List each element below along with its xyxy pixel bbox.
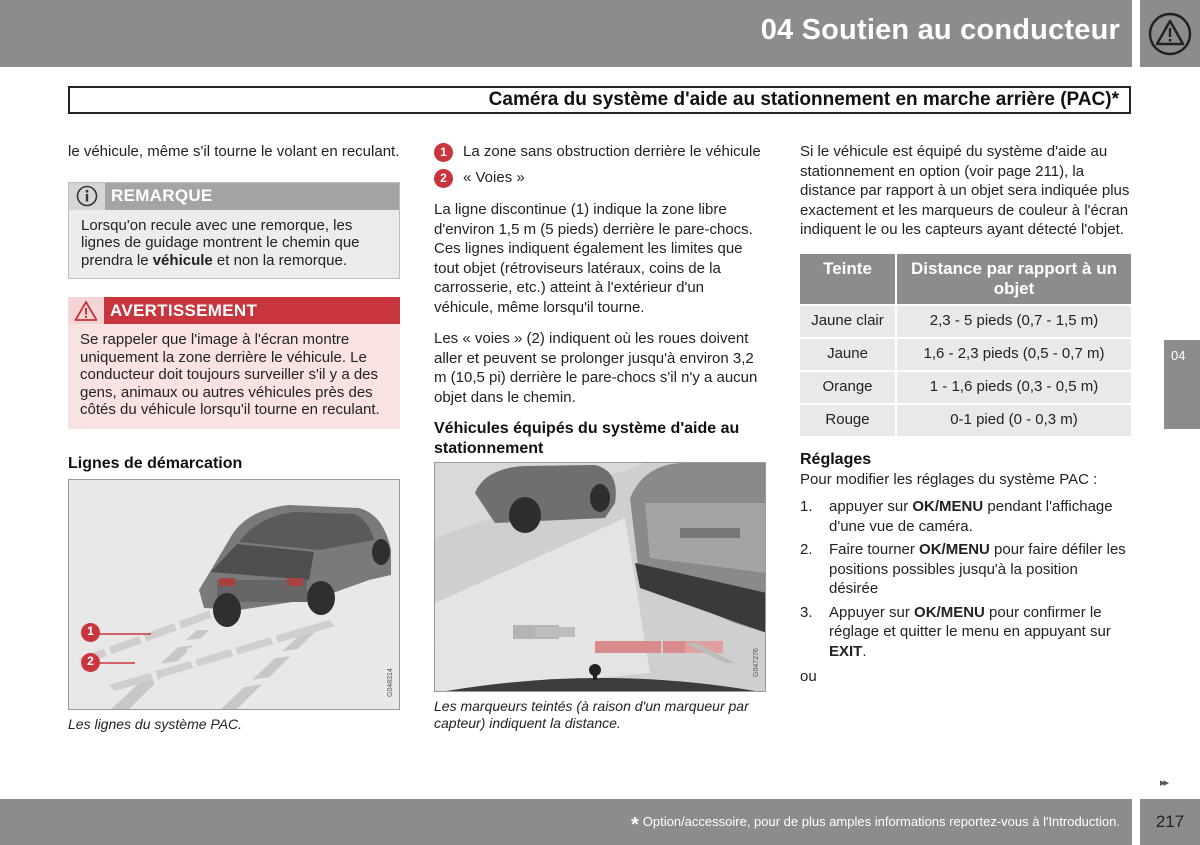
list-item — [800, 497, 1131, 536]
settings-intro: Pour modifier les réglages du système PAC : — [800, 470, 1098, 488]
footnote-text: Option/accessoire, pour de plus amples informations reportez-vous à l'Introduction. — [642, 814, 1120, 829]
chapter-tab[interactable]: 04 — [1164, 340, 1200, 429]
callout-text: « Voies » — [463, 169, 525, 186]
step-number: 1. — [800, 498, 813, 515]
warning-label: AVERTISSEMENT — [110, 300, 258, 320]
heading-settings: Réglages — [800, 450, 872, 468]
warning-header — [68, 297, 400, 324]
step-text-part: pour faire défiler les positions possibles jusqu'à la position désirée — [829, 541, 1126, 597]
section-title-box — [68, 86, 1131, 114]
section-title: Caméra du système d'aide au stationnement en marche arrière (PAC)* — [488, 89, 1119, 110]
table-row — [800, 339, 1131, 370]
table-header-distance: Distance par rapport à un objet — [897, 254, 1131, 304]
step-text — [829, 540, 1131, 599]
table-row — [800, 306, 1131, 337]
step-text-part: . — [862, 642, 867, 660]
page-number: 217 — [1132, 799, 1200, 845]
callout-number: 2 — [434, 169, 453, 188]
note-text — [69, 210, 399, 279]
step-text-part: pour confirmer le réglage et quitter le menu en appuyant sur — [829, 603, 1111, 640]
footnote — [631, 814, 1120, 837]
page-footer — [0, 799, 1200, 845]
heading-parking-assist: Véhicules équipés du système d'aide au stationnement — [434, 420, 740, 457]
step-number: 2. — [800, 541, 813, 558]
chapter-title: 04 Soutien au conducteur — [760, 14, 1120, 46]
step-text-part: Faire tourner — [829, 541, 920, 558]
car-lines-illustration — [69, 480, 400, 710]
step-text — [829, 603, 1131, 662]
paragraph-lanes: Les « voies » (2) indiquent où les roues doivent aller et peuvent se prolonger jusqu'à environ 3,2 m (10,5 pi) derrière le pare-chocs s'il n'y a aucun objet dans le chemin. — [434, 330, 758, 406]
callout-item — [434, 168, 766, 188]
step-number: 3. — [800, 603, 813, 621]
list-item — [800, 603, 1131, 662]
intro-text: Si le véhicule est équipé du système d'aide au stationnement en option (voir page 211), la distance par rapport à un objet sera indiquée plus exactement et les marqueurs de couleur à l'écran indiquent le ou les capteurs ayant détecté l'objet. — [800, 143, 1130, 238]
note-label: REMARQUE — [111, 186, 213, 206]
callout-1-marker: 1 — [81, 623, 100, 642]
step-key: OK/MENU — [914, 603, 985, 621]
intro-text: le véhicule, même s'il tourne le volant en reculant. — [68, 143, 400, 160]
chapter-header-bar — [0, 0, 1200, 67]
table-cell-distance: 2,3 - 5 pieds (0,7 - 1,5 m) — [897, 306, 1131, 337]
table-row — [800, 405, 1131, 436]
table-cell-tint: Jaune — [800, 339, 897, 370]
table-row — [800, 372, 1131, 403]
list-item — [800, 540, 1131, 599]
callout-2-marker: 2 — [81, 653, 100, 672]
camera-view-illustration — [435, 463, 766, 692]
note-text-bold: véhicule — [152, 251, 213, 269]
step-key: EXIT — [829, 642, 863, 660]
step-key: OK/MENU — [912, 498, 984, 515]
figure-id: G048314 — [387, 667, 394, 697]
table-cell-distance: 1 - 1,6 pieds (0,3 - 0,5 m) — [897, 372, 1131, 403]
table-header-tint: Teinte — [800, 254, 897, 304]
figure-camera-view — [434, 462, 766, 692]
note-box — [68, 182, 400, 280]
figure-caption: Les marqueurs teintés (à raison d'un marqueur par capteur) indiquent la distance. — [434, 698, 749, 731]
warning-box — [68, 297, 400, 429]
callout-number: 1 — [434, 143, 453, 162]
table-cell-tint: Orange — [800, 372, 897, 403]
footnote-star: * — [630, 814, 639, 836]
figure-pac-lines — [68, 479, 400, 710]
step-text-part: Appuyer sur — [829, 603, 915, 621]
warning-text: Se rappeler que l'image à l'écran montre uniquement la zone derrière le véhicule. Le conducteur doit toujours surveiller s'il y a des gens, animaux ou autres véhicules près des côtés du véhicule lorsqu'il tourne en reculant. — [80, 331, 380, 418]
note-text-part: Lorsqu'on recule avec une remorque, les lignes de guidage montrent le chemin que prendra le — [81, 216, 360, 269]
column-3 — [800, 142, 1131, 699]
table-cell-distance: 0-1 pied (0 - 0,3 m) — [897, 405, 1131, 436]
info-icon — [69, 183, 105, 210]
note-header — [69, 183, 399, 210]
figure-caption: Les lignes du système PAC. — [68, 715, 243, 732]
step-key: OK/MENU — [919, 541, 990, 558]
step-text — [829, 497, 1131, 536]
paragraph-dashed-line: La ligne discontinue (1) indique la zone libre d'environ 1,5 m (5 pieds) derrière le pare-chocs. Ces lignes indiquent également les limites que tout objet (rétroviseurs latéraux, coins de la carrosserie, etc.) atteint à l'extérieur d'un véhicule, même lorsqu'il tourne. — [434, 201, 753, 316]
callout-item — [434, 142, 766, 162]
distance-table — [800, 252, 1131, 438]
next-page-arrows-icon: ▸▸ — [1160, 777, 1168, 789]
table-cell-tint: Jaune clair — [800, 306, 897, 337]
settings-steps — [800, 497, 1131, 661]
column-2 — [434, 142, 766, 731]
step-text-part: appuyer sur — [829, 498, 913, 515]
or-text: ou — [800, 668, 817, 685]
heading-demarcation-lines: Lignes de démarcation — [68, 454, 243, 472]
step-text-part: pendant l'affichage d'une vue de caméra. — [829, 498, 1113, 535]
figure-id: G047276 — [753, 648, 760, 677]
table-cell-distance: 1,6 - 2,3 pieds (0,5 - 0,7 m) — [897, 339, 1131, 370]
warning-icon — [68, 297, 104, 324]
column-1 — [68, 142, 400, 732]
note-text-part: et non la remorque. — [212, 251, 347, 269]
table-cell-tint: Rouge — [800, 405, 897, 436]
callout-text: La zone sans obstruction derrière le véhicule — [463, 143, 761, 160]
warning-triangle-icon — [1132, 0, 1200, 67]
